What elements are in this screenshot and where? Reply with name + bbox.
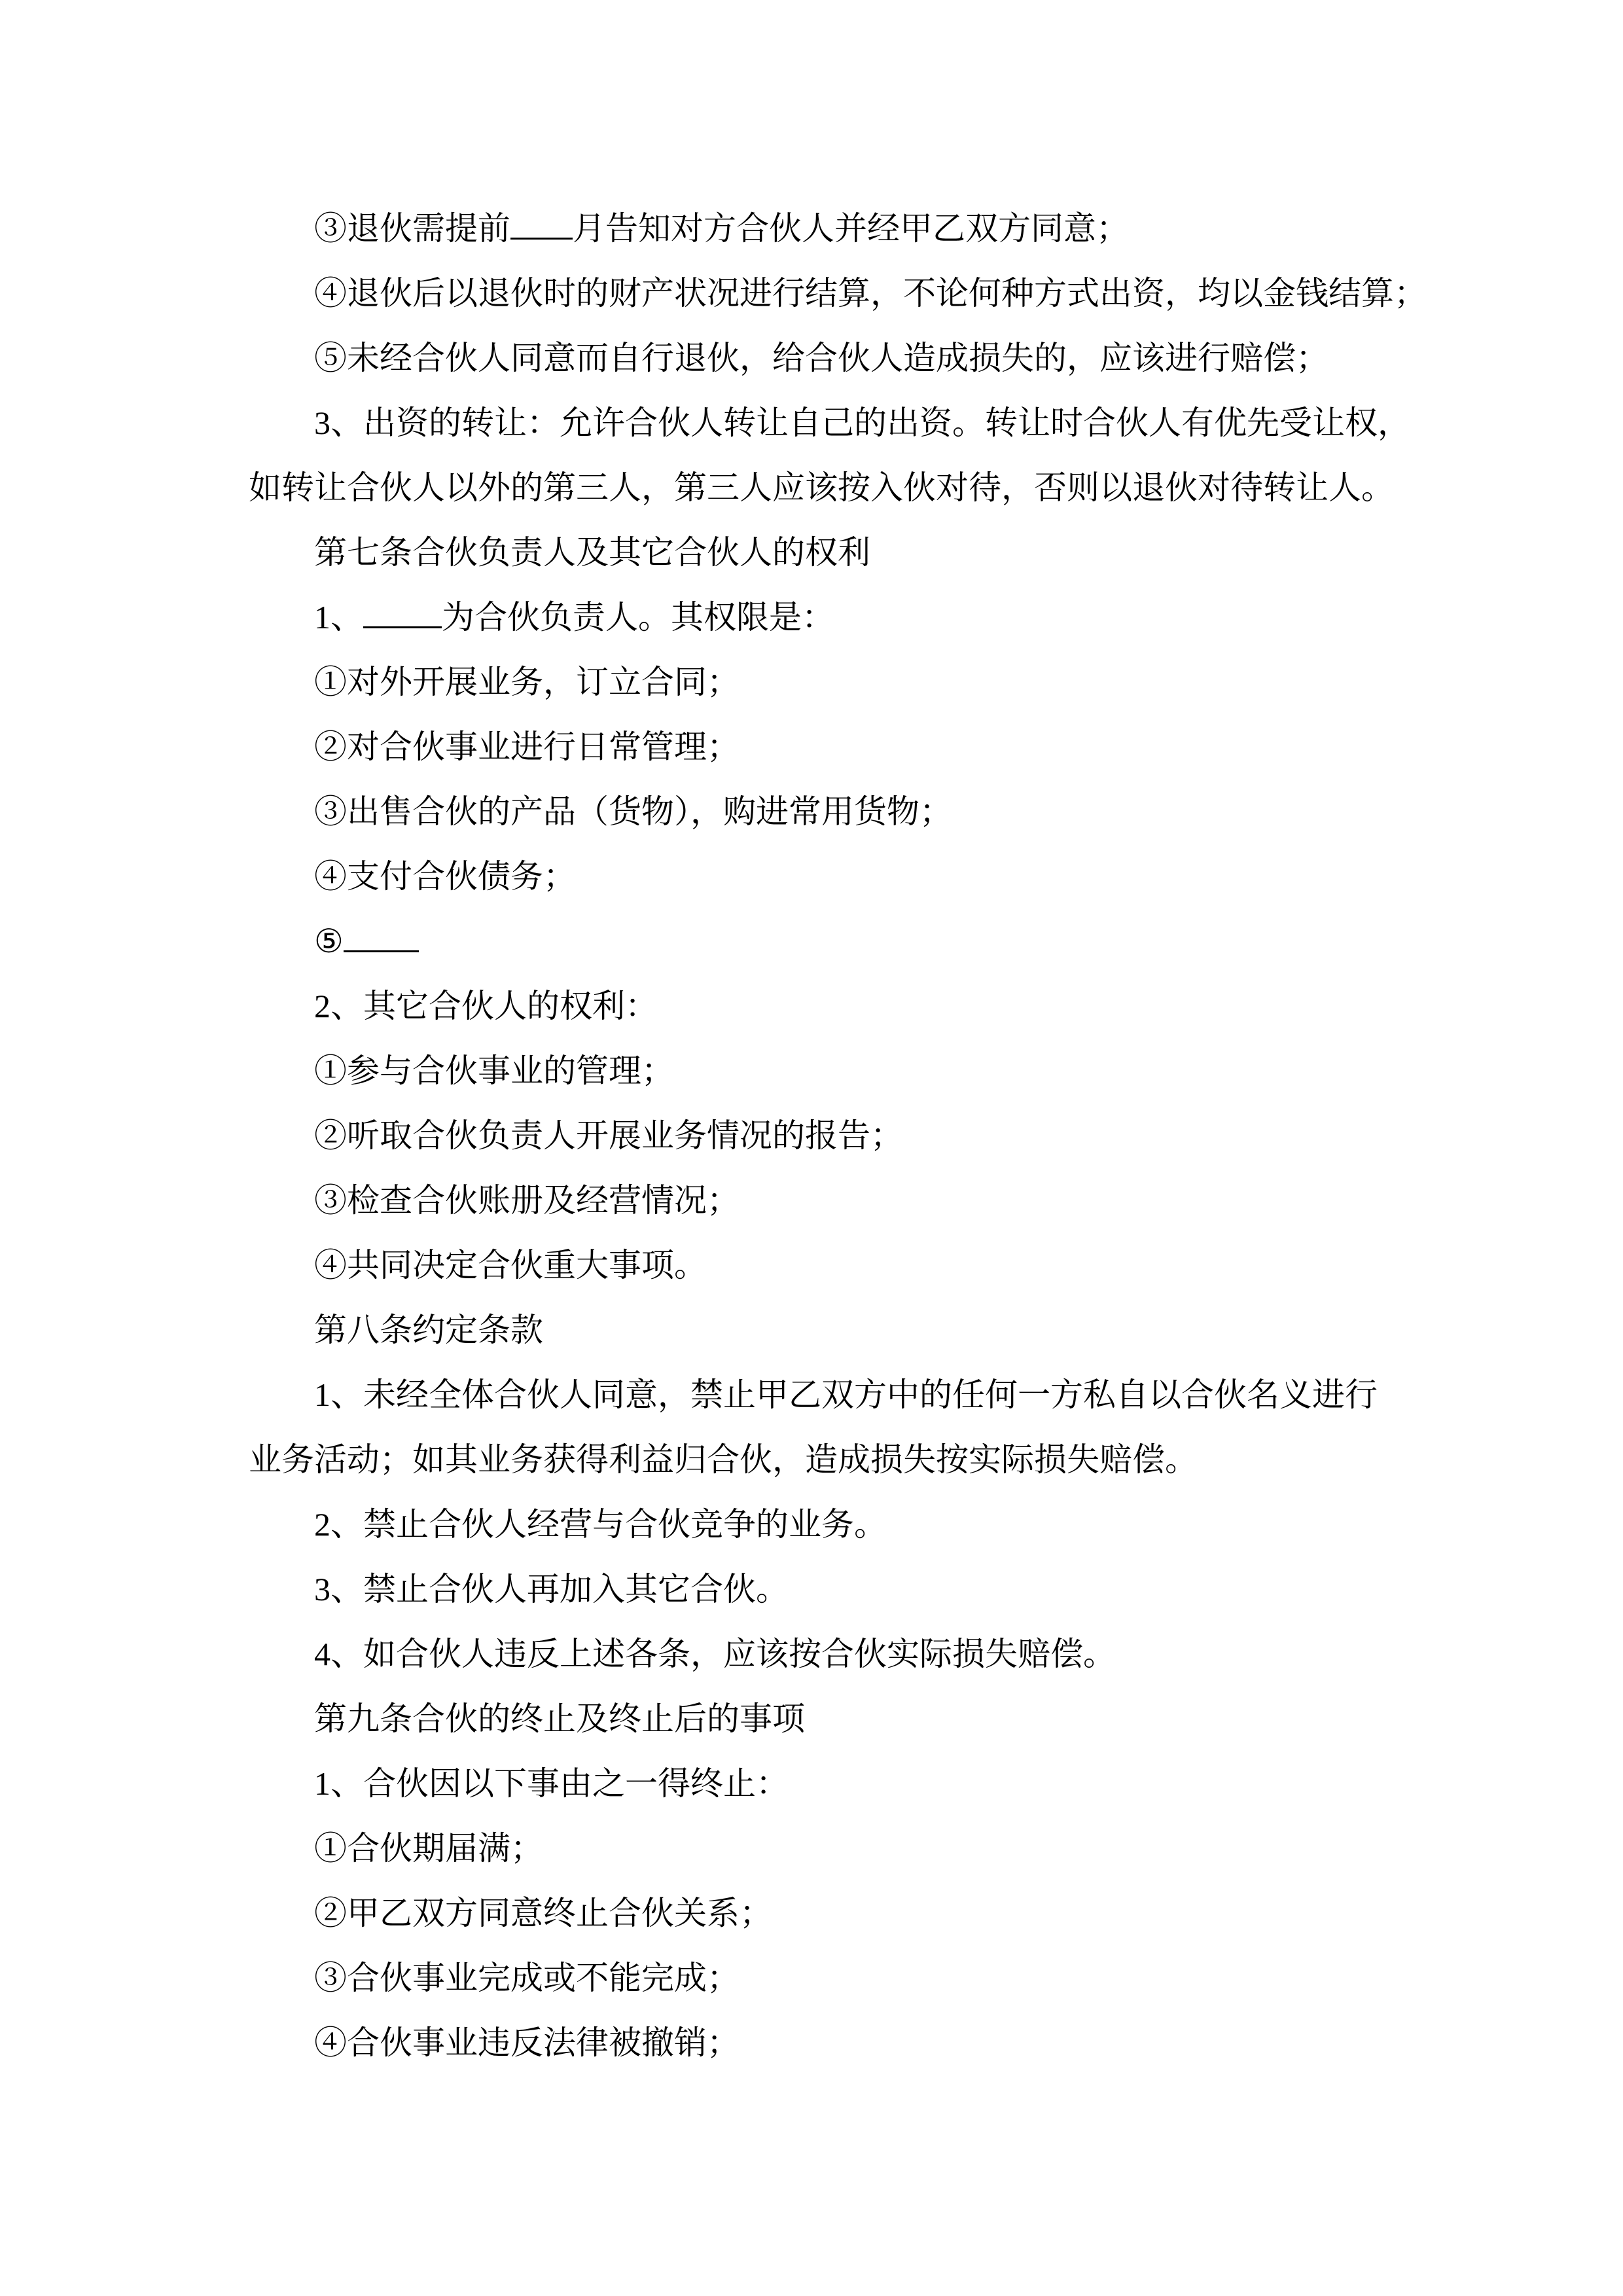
- document-line: [249, 1363, 1407, 1427]
- line-text: ②对合伙事业进行日常管理；: [314, 728, 740, 765]
- line-text: 月告知对方合伙人并经甲乙双方同意；: [573, 210, 1129, 247]
- line-text: 3、出资的转让：允许合伙人转让自己的出资。转让时合伙人有优先受让权，: [314, 404, 1410, 441]
- line-text: 1、合伙因以下事由之一得终止：: [314, 1765, 789, 1802]
- document-line: [249, 261, 1427, 326]
- document-line: [249, 196, 1407, 261]
- document-line: [249, 909, 1407, 974]
- line-text: ④合伙事业违反法律被撤销；: [314, 2024, 740, 2061]
- line-text: ②甲乙双方同意终止合伙关系；: [314, 1895, 772, 1931]
- line-text: ③检查合伙账册及经营情况；: [314, 1182, 740, 1219]
- blank-underline: [510, 207, 573, 240]
- line-text: ①合伙期届满；: [314, 1830, 543, 1867]
- document-line: [249, 1233, 1407, 1298]
- line-text: 第八条约定条款: [314, 1312, 543, 1348]
- document-line: [249, 585, 1407, 650]
- line-text: ⑤未经合伙人同意而自行退伙，给合伙人造成损失的，应该进行赔偿；: [314, 340, 1329, 376]
- document-line: [249, 1103, 1407, 1168]
- line-text: ③合伙事业完成或不能完成；: [314, 1960, 740, 1996]
- line-text: 2、禁止合伙人经营与合伙竞争的业务。: [314, 1506, 887, 1543]
- document-line: [249, 326, 1407, 391]
- document-line: [249, 715, 1407, 780]
- document-line: [249, 1816, 1407, 1881]
- document-line: [249, 520, 1407, 585]
- document-line: [249, 780, 1407, 844]
- document-line: [249, 456, 1407, 520]
- line-text: 第七条合伙负责人及其它合伙人的权利: [314, 534, 870, 571]
- document-line: [249, 1881, 1407, 1946]
- line-text: ①参与合伙事业的管理；: [314, 1052, 674, 1089]
- document-line: [249, 650, 1407, 715]
- document-line: [249, 1298, 1407, 1363]
- line-text: ④退伙后以退伙时的财产状况进行结算，不论何种方式出资，均以金钱结算；: [314, 275, 1427, 312]
- document-line: [249, 1946, 1407, 2011]
- line-text: 为合伙负责人。其权限是：: [442, 599, 834, 636]
- document-line: [249, 2011, 1407, 2075]
- line-text: 业务活动；如其业务获得利益归合伙，造成损失按实际损失赔偿。: [249, 1441, 1198, 1478]
- line-text: ③退伙需提前: [314, 210, 510, 247]
- line-text: 2、其它合伙人的权利：: [314, 988, 658, 1024]
- document-body: [249, 196, 1427, 2075]
- document-line: [249, 1622, 1407, 1687]
- line-text: 1、未经全体合伙人同意，禁止甲乙双方中的任何一方私自以合伙名义进行: [314, 1376, 1378, 1413]
- document-line: [249, 391, 1410, 456]
- blank-underline: [344, 920, 419, 952]
- document-line: [249, 1039, 1407, 1103]
- line-text: ③出售合伙的产品（货物），购进常用货物；: [314, 793, 952, 830]
- document-line: [249, 1687, 1407, 1751]
- line-text: ②听取合伙负责人开展业务情况的报告；: [314, 1117, 903, 1154]
- document-line: [249, 844, 1407, 909]
- line-text: ④共同决定合伙重大事项。: [314, 1247, 707, 1283]
- document-line: [249, 1751, 1407, 1816]
- line-text: 如转让合伙人以外的第三人，第三人应该按入伙对待，否则以退伙对待转让人。: [249, 469, 1394, 506]
- document-line: [249, 1427, 1407, 1492]
- document-line: [249, 1168, 1407, 1233]
- line-text: ⑤: [314, 923, 344, 960]
- line-text: ①对外开展业务，订立合同；: [314, 664, 740, 700]
- line-text: 4、如合伙人违反上述各条，应该按合伙实际损失赔偿。: [314, 1636, 1116, 1672]
- line-text: 3、禁止合伙人再加入其它合伙。: [314, 1571, 789, 1607]
- line-text: 第九条合伙的终止及终止后的事项: [314, 1700, 805, 1737]
- document-line: [249, 974, 1407, 1039]
- line-text: ④支付合伙债务；: [314, 858, 576, 895]
- document-line: [249, 1557, 1407, 1622]
- document-line: [249, 1492, 1407, 1557]
- blank-underline: [363, 596, 442, 628]
- line-text: 1、: [314, 599, 363, 636]
